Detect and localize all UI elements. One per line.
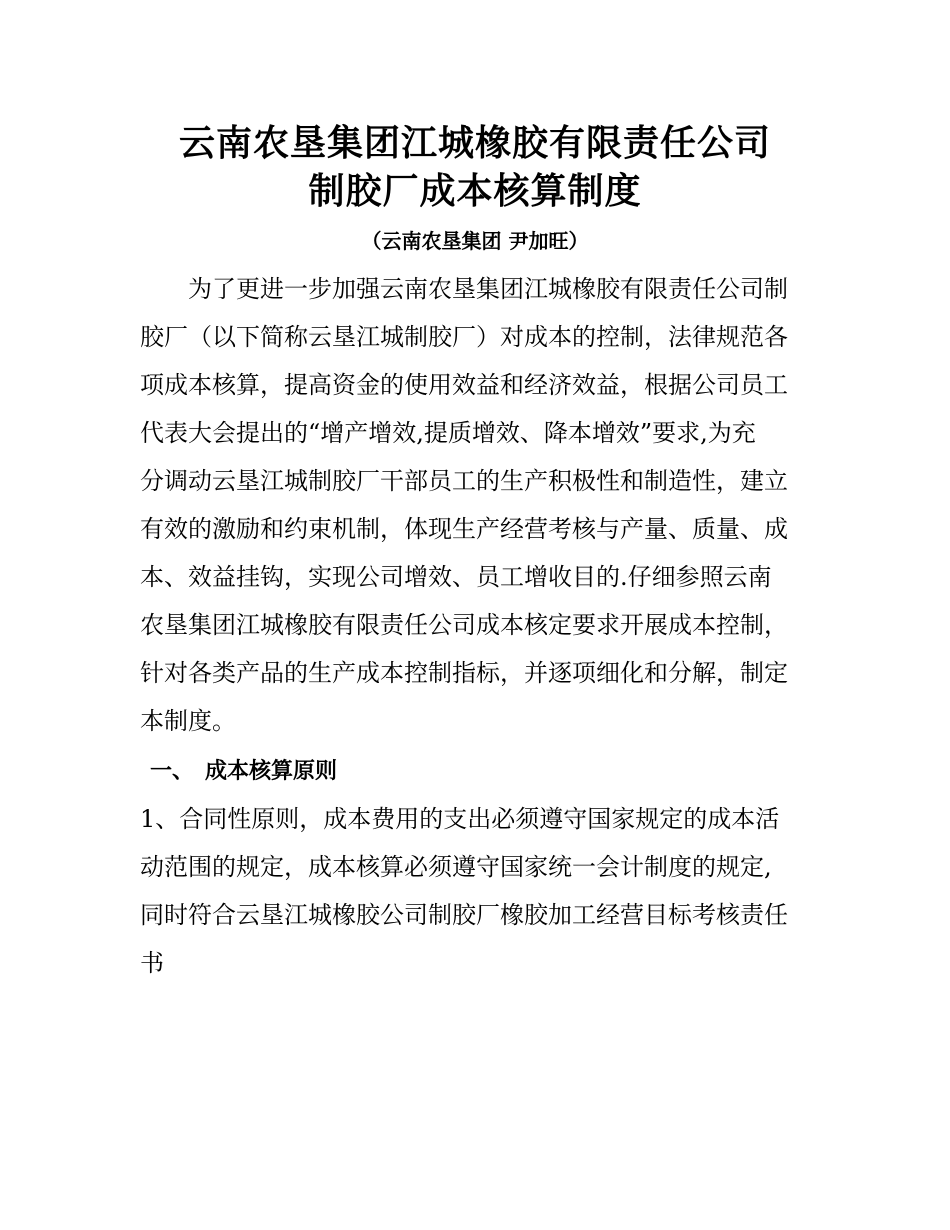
intro-paragraph-line: 代表大会提出的“增产增效,提质增效、降本增效”要求,为充	[140, 419, 756, 447]
intro-paragraph-line: 本制度。	[140, 707, 236, 735]
intro-paragraph-line: 本、效益挂钩，实现公司增效、员工增收目的.仔细参照云南	[140, 563, 772, 591]
intro-paragraph-line: 项成本核算，提高资金的使用效益和经济效益，根据公司员工	[140, 371, 788, 399]
intro-paragraph-line: 农垦集团江城橡胶有限责任公司成本核定要求开展成本控制，	[140, 611, 788, 639]
section-heading: 一、 成本核算原则	[150, 758, 338, 784]
principle-paragraph-line: 动范围的规定，成本核算必须遵守国家统一会计制度的规定,	[140, 853, 772, 881]
principle-paragraph-line: 同时符合云垦江城橡胶公司制胶厂橡胶加工经营目标考核责任	[140, 901, 788, 929]
document-title-line-1: 云南农垦集团江城橡胶有限责任公司	[178, 123, 771, 164]
intro-paragraph-line: 针对各类产品的生产成本控制指标，并逐项细化和分解，制定	[140, 659, 788, 687]
intro-paragraph-line: 有效的激励和约束机制，体现生产经营考核与产量、质量、成	[140, 515, 788, 543]
intro-paragraph-line: 为了更进一步加强云南农垦集团江城橡胶有限责任公司制	[140, 275, 788, 303]
document-author: （云南农垦集团 尹加旺）	[361, 229, 589, 253]
intro-paragraph-line: 分调动云垦江城制胶厂干部员工的生产积极性和制造性，建立	[140, 467, 788, 495]
principle-paragraph-line: 1、合同性原则，成本费用的支出必须遵守国家规定的成本活	[140, 805, 780, 833]
document-title-line-2: 制胶厂成本核算制度	[308, 171, 642, 212]
principle-paragraph-line: 书	[140, 949, 164, 977]
intro-paragraph-line: 胶厂（以下简称云垦江城制胶厂）对成本的控制，法律规范各	[140, 323, 788, 351]
